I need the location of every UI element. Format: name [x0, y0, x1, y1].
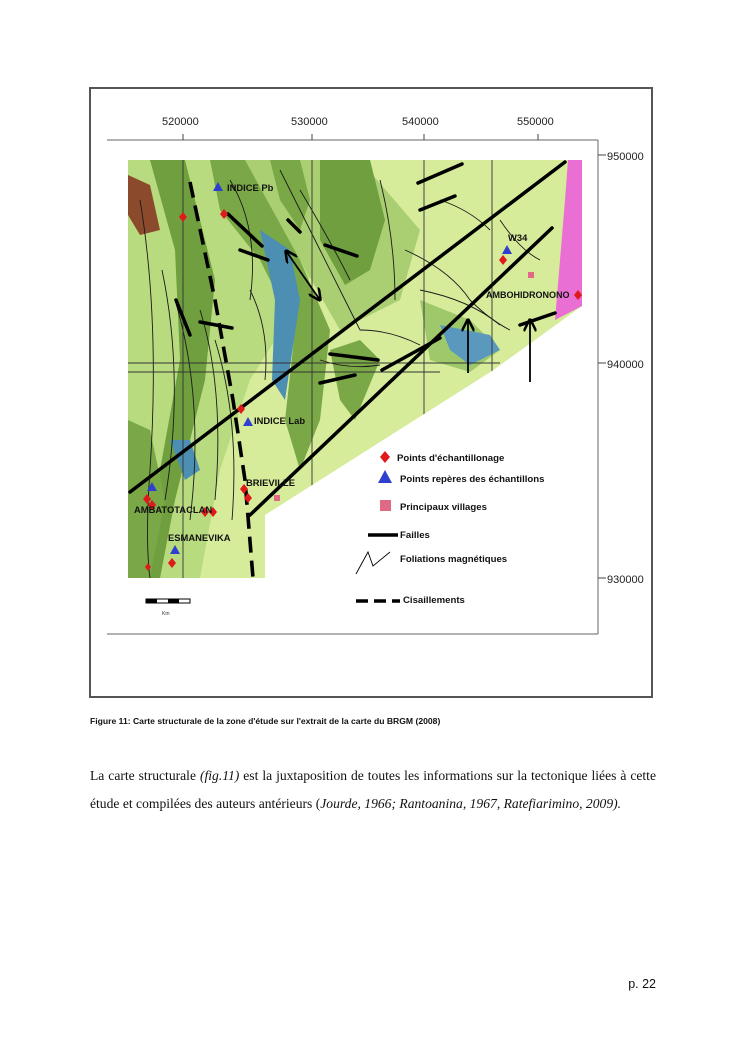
place-label: AMBOHIDRONONO [486, 290, 570, 300]
place-label: INDICE Pb [227, 182, 274, 193]
x-tick-label: 520000 [162, 116, 199, 128]
body-paragraph [90, 762, 656, 818]
figure-reference: (fig.11) [199, 768, 240, 783]
x-tick-label: 550000 [517, 116, 554, 128]
place-label: ESMANEVIKA [168, 532, 231, 543]
legend-label: Points d'échantillonage [397, 453, 505, 464]
legend-label: Cisaillements [403, 595, 465, 606]
figure-caption: Figure 11: Carte structurale de la zone d'étude sur l'extrait de la carte du BRGM (2008) [90, 716, 441, 726]
paragraph-text: La carte structurale [90, 768, 200, 783]
scale-label: Km [162, 611, 170, 617]
author-references: Jourde, 1966; Rantoanina, 1967, Ratefiarimino, 2009). [320, 796, 622, 811]
legend-label: Principaux villages [400, 502, 487, 513]
y-tick-label: 950000 [607, 151, 644, 163]
x-tick-label: 540000 [402, 116, 439, 128]
legend-label: Foliations magnétiques [400, 554, 508, 565]
legend-label: Points repères des échantillons [400, 474, 545, 485]
place-label: BRIEVILLE [246, 477, 295, 488]
x-tick-label: 530000 [291, 116, 328, 128]
paragraph-text: est la juxtaposition de toutes les informations sur la tectonique liées à cette étude et compilées des auteurs antérieurs ( [90, 768, 656, 811]
legend-square-icon [380, 500, 391, 511]
y-tick-label: 930000 [607, 574, 644, 586]
place-label: INDICE Lab [254, 415, 306, 426]
place-label: AMBATOTACLAN [134, 504, 213, 515]
y-tick-label: 940000 [607, 359, 644, 371]
place-label: W34 [508, 232, 528, 243]
legend-label: Failles [400, 530, 430, 541]
page-number: p. 22 [628, 977, 656, 991]
